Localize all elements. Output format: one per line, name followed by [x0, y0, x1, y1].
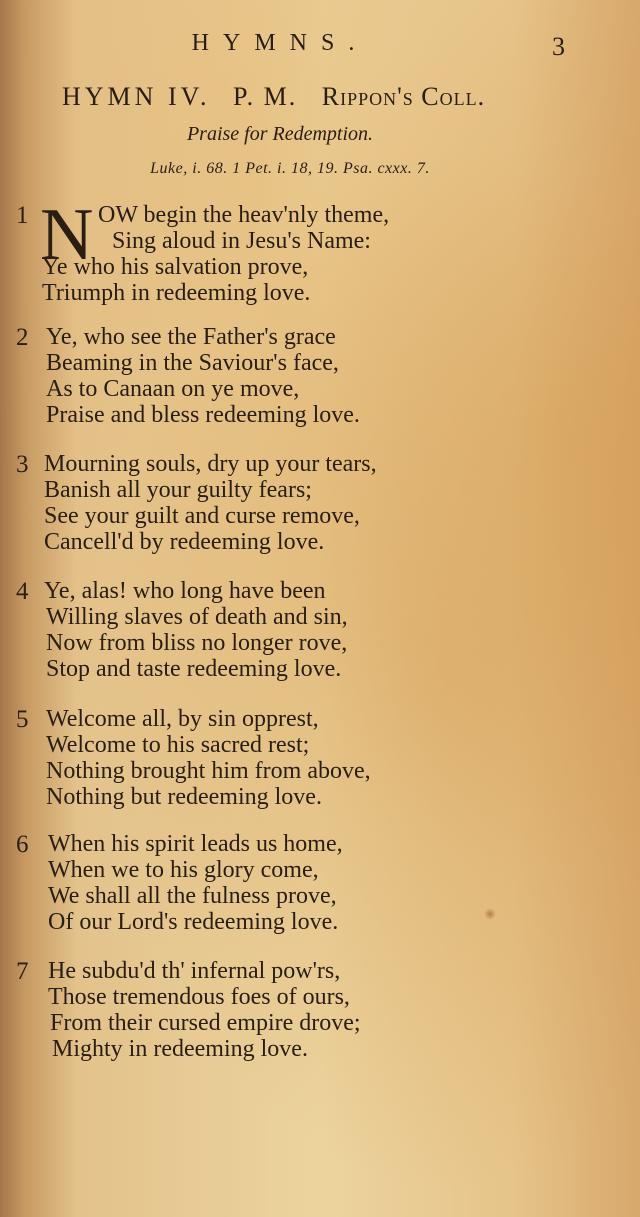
hymn-subtitle: Praise for Redemption. [186, 123, 374, 145]
verse-line: When his spirit leads us home, [48, 831, 343, 857]
verse-line: Praise and bless redeeming love. [46, 402, 360, 428]
scripture-references: Luke, i. 68. 1 Pet. i. 18, 19. Psa. cxxx. 7. [150, 160, 430, 177]
verse-line: Willing slaves of death and sin, [46, 604, 348, 630]
verse-line: Ye who his salvation prove, [42, 254, 309, 280]
verse-line: Those tremendous foes of ours, [48, 984, 350, 1010]
stanza-number: 1 [16, 202, 29, 229]
verse-line: Welcome all, by sin opprest, [46, 706, 319, 732]
stanza-number: 6 [16, 831, 29, 858]
verse-line: As to Canaan on ye move, [46, 376, 300, 402]
hymn-title-line [62, 82, 532, 112]
verse-line: Ye, who see the Father's grace [46, 324, 336, 350]
stanza-number: 2 [16, 324, 29, 351]
verse-line: He subdu'd th' infernal pow'rs, [48, 958, 341, 984]
hymn-collection: Rippon's Coll. [321, 82, 486, 111]
verse-line: Beaming in the Saviour's face, [46, 350, 339, 376]
hymn-title: HYMN IV. [62, 82, 211, 111]
verse-line: Of our Lord's redeeming love. [48, 909, 339, 935]
verse-line: Cancell'd by redeeming love. [44, 529, 325, 555]
drop-cap: N [40, 194, 94, 276]
verse-line: From their cursed empire drove; [50, 1010, 361, 1036]
stanza-number: 3 [16, 451, 29, 478]
verse-line: Ye, alas! who long have been [44, 578, 326, 604]
page-number: 3 [552, 32, 565, 61]
running-head: HYMNS. [191, 30, 369, 56]
verse-line: OW begin the heav'nly theme, [98, 202, 390, 228]
verse-line: When we to his glory come, [48, 857, 319, 883]
verse-line: See your guilt and curse remove, [44, 503, 360, 529]
stanza-number: 7 [16, 958, 29, 985]
verse-line: Banish all your guilty fears; [44, 477, 312, 503]
paper-stain [484, 908, 496, 920]
verse-line: Stop and taste redeeming love. [46, 656, 342, 682]
verse-line: Mourning souls, dry up your tears, [44, 451, 377, 477]
hymn-meter: P. M. [233, 82, 298, 111]
stanza-number: 5 [16, 706, 29, 733]
verse-line: Now from bliss no longer rove, [46, 630, 348, 656]
verse-line: Mighty in redeeming love. [52, 1036, 308, 1062]
verse-line: Nothing brought him from above, [46, 758, 371, 784]
verse-line: We shall all the fulness prove, [48, 883, 337, 909]
verse-line: Nothing but redeeming love. [46, 784, 322, 810]
stanza-number: 4 [16, 578, 29, 605]
verse-line: Welcome to his sacred rest; [46, 732, 310, 758]
verse-line: Triumph in redeeming love. [42, 280, 311, 306]
verse-line: Sing aloud in Jesu's Name: [112, 228, 371, 254]
